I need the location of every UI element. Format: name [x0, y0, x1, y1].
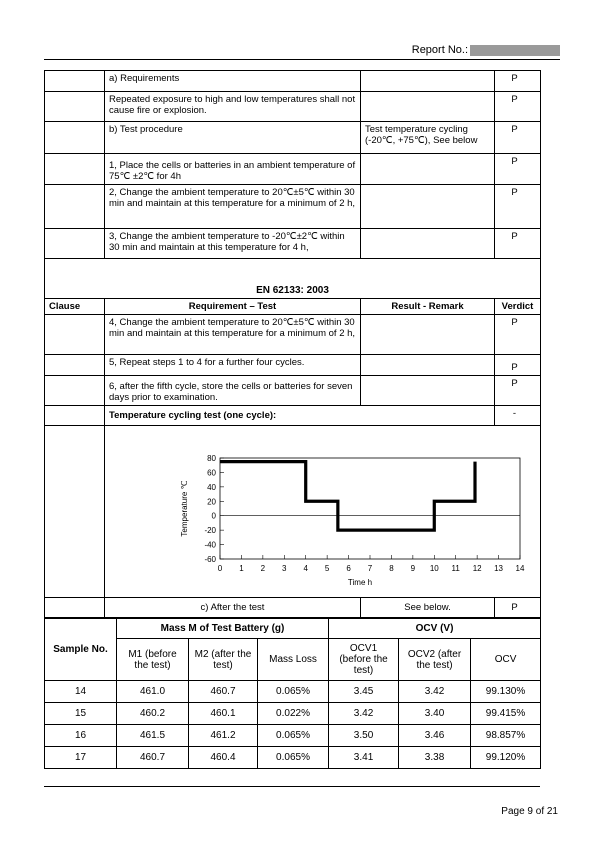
- header-rule: [44, 59, 560, 60]
- mass-loss-cell: 0.065%: [258, 725, 329, 747]
- column-header-result: Result - Remark: [361, 299, 495, 315]
- clause-cell: [45, 315, 105, 355]
- clause-cell: [45, 355, 105, 376]
- verdict-cell: P: [495, 376, 541, 406]
- x-tick-label: 4: [303, 564, 308, 573]
- chart-cell: [105, 426, 541, 598]
- clause-cell: [45, 598, 105, 618]
- x-tick-label: 12: [472, 564, 482, 573]
- requirement-cell: 1, Place the cells or batteries in an ambient temperature of 75℃ ±2℃ for 4h: [105, 154, 361, 185]
- ocv1-cell: 3.41: [329, 747, 399, 769]
- x-tick-label: 1: [239, 564, 244, 573]
- mass-loss-cell: 0.065%: [258, 747, 329, 769]
- x-tick-label: 2: [260, 564, 266, 573]
- verdict-cell: P: [495, 71, 541, 92]
- cycling-title-row: [45, 406, 541, 426]
- after-test-result: See below.: [361, 598, 495, 618]
- requirement-cell: 6, after the fifth cycle, store the cells or batteries for seven days prior to examination.: [105, 376, 361, 406]
- cycling-test-title: Temperature cycling test (one cycle):: [105, 406, 495, 426]
- requirement-cell: 3, Change the ambient temperature to -20℃±2℃ within 30 min and maintain at this temperature for 4 h,: [105, 229, 361, 259]
- ocv-ratio-header: OCV: [471, 639, 541, 681]
- table-row: [45, 185, 541, 229]
- m2-header: M2 (after the test): [189, 639, 258, 681]
- requirement-cell: 4, Change the ambient temperature to 20℃±5℃ within 30 min and maintain at this temperature for a minimum of 2 h,: [105, 315, 361, 355]
- requirement-cell: b) Test procedure: [105, 122, 361, 154]
- verdict-cell: P: [495, 315, 541, 355]
- table-row: [45, 315, 541, 355]
- result-cell: [361, 315, 495, 355]
- verdict-cell: P: [495, 355, 541, 376]
- x-tick-label: 3: [282, 564, 287, 573]
- sample-cell: 14: [45, 681, 117, 703]
- clause-cell: [45, 92, 105, 122]
- ocv2-header: OCV2 (after the test): [399, 639, 471, 681]
- table-row: [45, 122, 541, 154]
- m2-cell: 460.7: [189, 681, 258, 703]
- verdict-cell: P: [495, 154, 541, 185]
- y-axis-label: Temperature ℃: [180, 480, 189, 537]
- standard-title-row: [45, 259, 541, 299]
- sample-cell: 16: [45, 725, 117, 747]
- ocv1-header: OCV1 (before the test): [329, 639, 399, 681]
- result-cell: Test temperature cycling (-20℃, +75℃), See below: [361, 122, 495, 154]
- ocv-ratio-cell: 99.415%: [471, 703, 541, 725]
- ocv2-cell: 3.42: [399, 681, 471, 703]
- result-cell: [361, 376, 495, 406]
- after-test-row: [45, 598, 541, 618]
- result-cell: [361, 229, 495, 259]
- ocv2-cell: 3.38: [399, 747, 471, 769]
- result-cell: [361, 92, 495, 122]
- m1-cell: 461.0: [117, 681, 189, 703]
- footer-rule: [44, 786, 540, 787]
- y-tick-label: 80: [207, 454, 216, 463]
- result-cell: [361, 355, 495, 376]
- result-cell: [361, 185, 495, 229]
- x-tick-label: 5: [324, 564, 330, 573]
- requirement-cell: 2, Change the ambient temperature to 20℃±5℃ within 30 min and maintain at this temperature for a minimum of 2 h,: [105, 185, 361, 229]
- ocv1-cell: 3.45: [329, 681, 399, 703]
- table-row: [45, 681, 541, 703]
- ocv-ratio-cell: 99.130%: [471, 681, 541, 703]
- ocv-ratio-cell: 99.120%: [471, 747, 541, 769]
- x-tick-label: 0: [217, 564, 223, 573]
- clause-cell: [45, 71, 105, 92]
- x-tick-label: 14: [515, 564, 525, 573]
- clause-cell: [45, 376, 105, 406]
- y-tick-label: 40: [207, 482, 216, 492]
- requirement-cell: Repeated exposure to high and low temperatures shall not cause fire or explosion.: [105, 92, 361, 122]
- table-row: [45, 355, 541, 376]
- x-tick-label: 10: [429, 564, 439, 573]
- result-cell: [361, 71, 495, 92]
- clause-cell: [45, 406, 105, 426]
- x-tick-label: 11: [451, 564, 460, 573]
- m2-cell: 460.1: [189, 703, 258, 725]
- ocv-header: OCV (V): [329, 619, 541, 639]
- m1-cell: 460.7: [117, 747, 189, 769]
- ocv-ratio-cell: 98.857%: [471, 725, 541, 747]
- m1-cell: 460.2: [117, 703, 189, 725]
- ocv1-cell: 3.42: [329, 703, 399, 725]
- verdict-cell: P: [495, 185, 541, 229]
- mass-header: Mass M of Test Battery (g): [117, 619, 329, 639]
- y-tick-label: 0: [211, 511, 216, 521]
- redacted-report-number: [470, 45, 560, 56]
- column-header-row: [45, 299, 541, 315]
- x-tick-label: 8: [389, 564, 394, 573]
- clause-cell: [45, 229, 105, 259]
- verdict-cell: P: [495, 122, 541, 154]
- x-tick-label: 9: [410, 564, 416, 573]
- clause-cell: [45, 154, 105, 185]
- clause-cell: [45, 122, 105, 154]
- table-row: [45, 92, 541, 122]
- sample-cell: 15: [45, 703, 117, 725]
- mass-loss-cell: 0.022%: [258, 703, 329, 725]
- table-row: [45, 71, 541, 92]
- x-tick-label: 6: [346, 564, 351, 573]
- column-header-clause: Clause: [45, 299, 105, 315]
- m1-cell: 461.5: [117, 725, 189, 747]
- y-tick-label: -20: [204, 526, 216, 536]
- battery-data-table: [44, 618, 541, 769]
- ocv2-cell: 3.40: [399, 703, 471, 725]
- page-number: Page 9 of 21: [501, 806, 558, 817]
- column-header-requirement: Requirement – Test: [105, 299, 361, 315]
- x-tick-label: 7: [367, 564, 373, 573]
- table-row: [45, 703, 541, 725]
- ocv2-cell: 3.46: [399, 725, 471, 747]
- verdict-cell: P: [495, 229, 541, 259]
- after-test-verdict: P: [495, 598, 541, 618]
- x-axis-label: Time h: [347, 578, 373, 587]
- table-row: [45, 747, 541, 769]
- mass-loss-cell: 0.065%: [258, 681, 329, 703]
- table-row: [45, 725, 541, 747]
- table-row: [45, 154, 541, 185]
- requirement-cell: a) Requirements: [105, 71, 361, 92]
- mass-loss-header: Mass Loss: [258, 639, 329, 681]
- m1-header: M1 (before the test): [117, 639, 189, 681]
- after-test-label: c) After the test: [105, 598, 361, 618]
- verdict-cell: P: [495, 92, 541, 122]
- y-tick-label: 20: [207, 497, 216, 507]
- clause-cell: [45, 185, 105, 229]
- report-number-header: [412, 44, 560, 56]
- report-number-label: Report No.:: [411, 44, 468, 56]
- standard-title: EN 62133: 2003: [45, 259, 541, 299]
- y-tick-label: -40: [204, 540, 216, 550]
- data-subheader-row: [45, 639, 541, 681]
- temperature-cycle-chart: [105, 426, 539, 594]
- ocv1-cell: 3.50: [329, 725, 399, 747]
- table-row: [45, 229, 541, 259]
- m2-cell: 460.4: [189, 747, 258, 769]
- sample-cell: 17: [45, 747, 117, 769]
- temperature-series-line: [220, 462, 475, 531]
- chart-row: [45, 426, 541, 598]
- requirements-table: [44, 70, 541, 618]
- clause-cell: [45, 426, 105, 598]
- data-header-row: [45, 619, 541, 639]
- sample-number-header: Sample No.: [45, 619, 117, 681]
- column-header-verdict: Verdict: [495, 299, 541, 315]
- x-tick-label: 13: [494, 564, 504, 573]
- result-cell: [361, 154, 495, 185]
- y-tick-label: -60: [204, 555, 216, 564]
- verdict-cell: -: [495, 406, 541, 426]
- requirement-cell: 5, Repeat steps 1 to 4 for a further four cycles.: [105, 355, 361, 376]
- table-row: [45, 376, 541, 406]
- m2-cell: 461.2: [189, 725, 258, 747]
- y-tick-label: 60: [207, 468, 216, 478]
